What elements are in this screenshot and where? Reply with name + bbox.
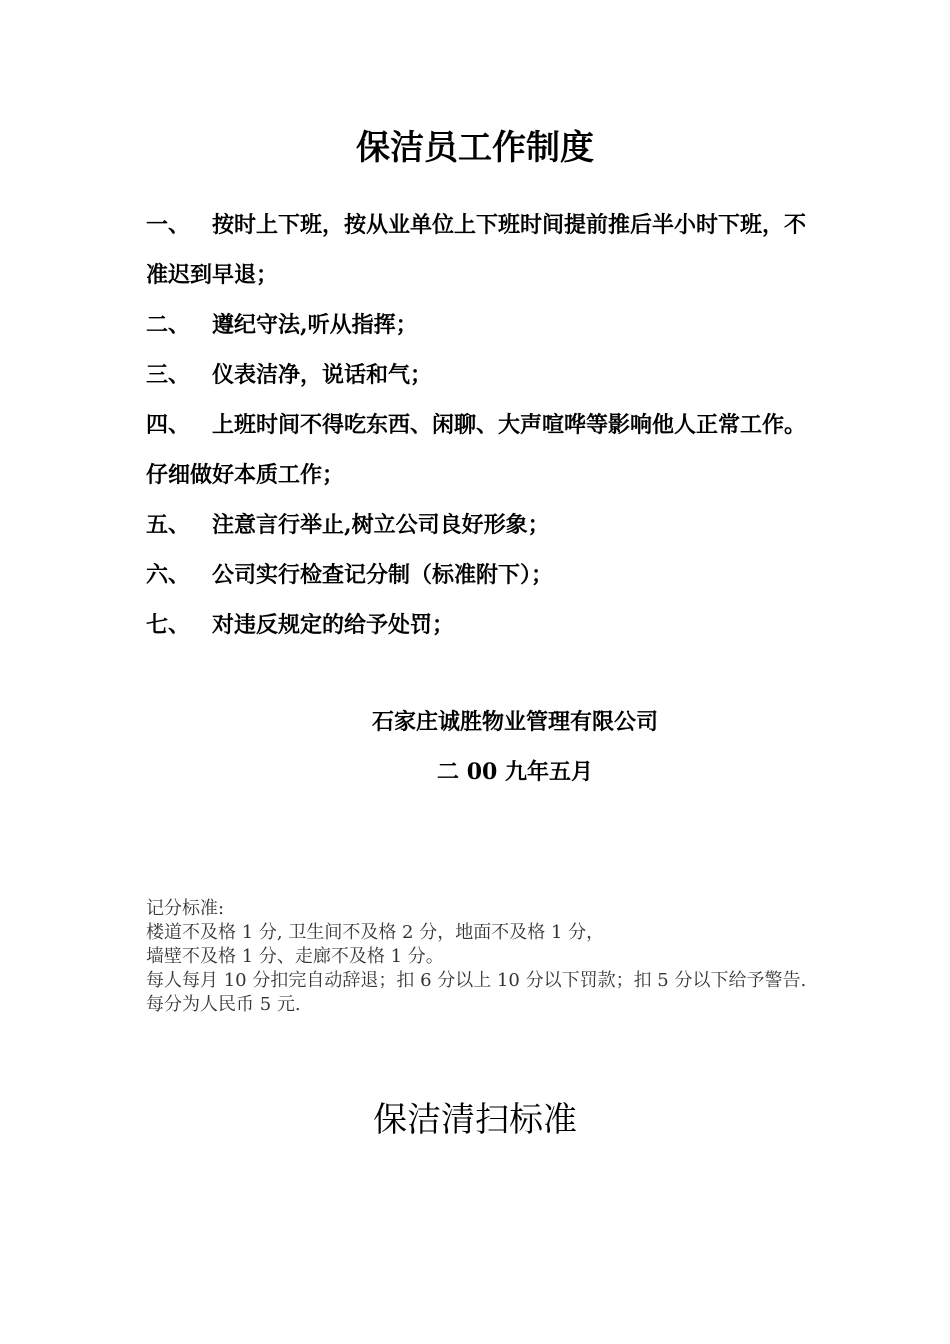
rule-number: 四、 <box>146 412 191 438</box>
rule-item <box>146 350 811 400</box>
rule-number: 五、 <box>146 512 191 538</box>
rule-text: 对违反规定的给予处罚； <box>212 612 455 638</box>
issue-date: 二 00 九年五月 <box>437 759 593 785</box>
rule-text: 上班时间不得吃东西、闲聊、大声喧哗等影响他人正常工作。仔细做好本质工作； <box>146 412 807 488</box>
rule-number: 六、 <box>146 562 191 588</box>
rule-text: 公司实行检查记分制（标准附下）； <box>212 562 554 588</box>
rule-number: 一、 <box>146 212 191 238</box>
rule-item <box>146 600 811 650</box>
rule-item <box>146 200 811 300</box>
company-name: 石家庄诚胜物业管理有限公司 <box>371 709 658 735</box>
rule-item <box>146 400 811 500</box>
scoring-standard <box>146 897 811 1017</box>
rule-number: 二、 <box>146 312 191 338</box>
rule-number: 七、 <box>146 612 191 638</box>
rule-text: 注意言行举止,树立公司良好形象； <box>212 512 550 538</box>
rule-item <box>146 500 811 550</box>
section-title: 保洁清扫标准 <box>373 1100 577 1140</box>
scoring-line: 每人每月 10 分扣完自动辞退；扣 6 分以上 10 分以下罚款；扣 5 分以下给予警告. <box>146 970 807 991</box>
scoring-line: 墙壁不及格 1 分、走廊不及格 1 分。 <box>146 946 444 967</box>
rule-item <box>146 300 811 350</box>
scoring-line: 楼道不及格 1 分, 卫生间不及格 2 分，地面不及格 1 分， <box>146 922 605 943</box>
rule-text: 遵纪守法,听从指挥； <box>212 312 418 338</box>
rule-text: 仪表洁净，说话和气； <box>212 362 433 388</box>
rules-list <box>146 200 811 650</box>
rule-text: 按时上下班，按从业单位上下班时间提前推后半小时下班，不准迟到早退； <box>146 212 807 288</box>
page-title: 保洁员工作制度 <box>356 128 594 168</box>
scoring-line: 记分标准: <box>146 898 225 919</box>
rule-item <box>146 550 811 600</box>
rule-number: 三、 <box>146 362 191 388</box>
scoring-line: 每分为人民币 5 元. <box>146 994 301 1015</box>
